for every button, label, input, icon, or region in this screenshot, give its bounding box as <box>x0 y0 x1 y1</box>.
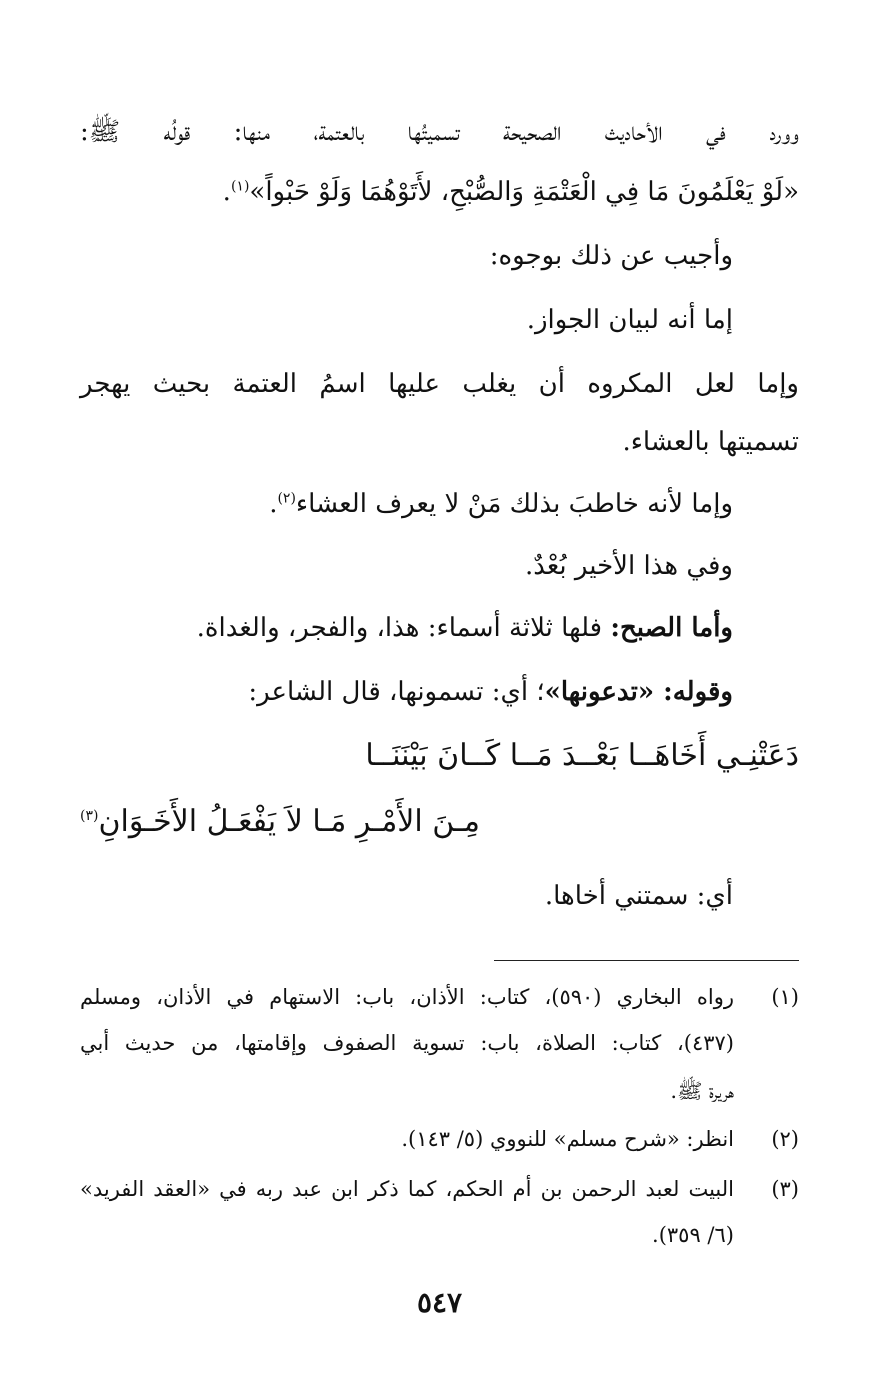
footnote-number: (١) <box>771 985 799 1009</box>
paragraph-line <box>60 672 733 712</box>
footnote-text: انظر: «شرح مسلم» للنووي (٥/ ١٤٣). <box>401 1127 734 1151</box>
footnote-text: (٦/ ٣٥٩). <box>652 1223 734 1247</box>
footnote-ref: (١) <box>230 178 250 195</box>
punctuation: . <box>269 489 278 519</box>
footnote-ref: (٣) <box>80 808 99 824</box>
paragraph-line: وإما لعل المكروه أن يغلب عليها اسمُ العتمة بحيث يهجر <box>80 369 799 399</box>
section-heading-inline: وقوله: «تدعونها» <box>544 677 733 707</box>
footnote-text: البيت لعبد الرحمن بن أم الحكم، كما ذكر ابن عبد ربه في «العقد الفريد» <box>80 1177 734 1201</box>
footnote-divider <box>494 960 799 961</box>
section-heading-inline: وأما الصبح: <box>610 613 733 643</box>
paragraph-line: وأجيب عن ذلك بوجوه: <box>489 241 733 271</box>
paragraph-text: وإما لأنه خاطبَ بذلك مَنْ لا يعرف العشاء <box>295 489 733 519</box>
paragraph-line: تسميتها بالعشاء. <box>622 427 799 457</box>
paragraph-text: فلها ثلاثة أسماء: هذا، والفجر، والغداة. <box>196 613 611 643</box>
hadith-quote: «لَوْ يَعْلَمُونَ مَا فِي الْعَتْمَةِ وَالصُّبْحِ، لأَتَوْهُمَا وَلَوْ حَبْواً» <box>249 177 799 207</box>
poem-verse-second-hemistich <box>80 800 799 844</box>
paragraph-line <box>60 608 733 648</box>
paragraph-line: وفي هذا الأخير بُعْدٌ. <box>524 551 733 581</box>
footnote-ref: (٢) <box>277 490 296 507</box>
paragraph-line: إما أنه لبيان الجواز. <box>526 305 733 335</box>
paragraph-text: ؛ أي: تسمونها، قال الشاعر: <box>248 677 545 707</box>
hadith-quote-line <box>60 172 799 212</box>
paragraph-line <box>60 484 733 524</box>
poem-text: مِـنَ الأَمْـرِ مَـا لاَ يَفْعَـلُ الأَخَـوَانِ <box>98 804 480 839</box>
paragraph-line: أي: سمتني أخاها. <box>544 881 733 911</box>
footnote-text: رواه البخاري (٥٩٠)، كتاب: الأذان، باب: الاستهام في الأذان، ومسلم <box>80 985 734 1009</box>
footnote-text: (٤٣٧)، كتاب: الصلاة، باب: تسوية الصفوف وإقامتها، من حديث أبي <box>80 1031 734 1055</box>
footnote-number: (٢) <box>771 1127 799 1151</box>
paragraph-line: وورد في الأحاديث الصحيحة تسميتُها بالعتمة، منها: قولُه ﷺ: <box>80 117 799 147</box>
footnote-number: (٣) <box>771 1177 799 1201</box>
poem-verse-first-hemistich: دَعَتْنِـي أَخَاهَــا بَعْــدَ مَــا كَــانَ بَيْنَنَــا <box>365 738 799 773</box>
page-number: ٥٤٧ <box>416 1286 463 1319</box>
punctuation: . <box>222 177 231 207</box>
footnote-text: هريرة ﷺ. <box>670 1079 734 1103</box>
